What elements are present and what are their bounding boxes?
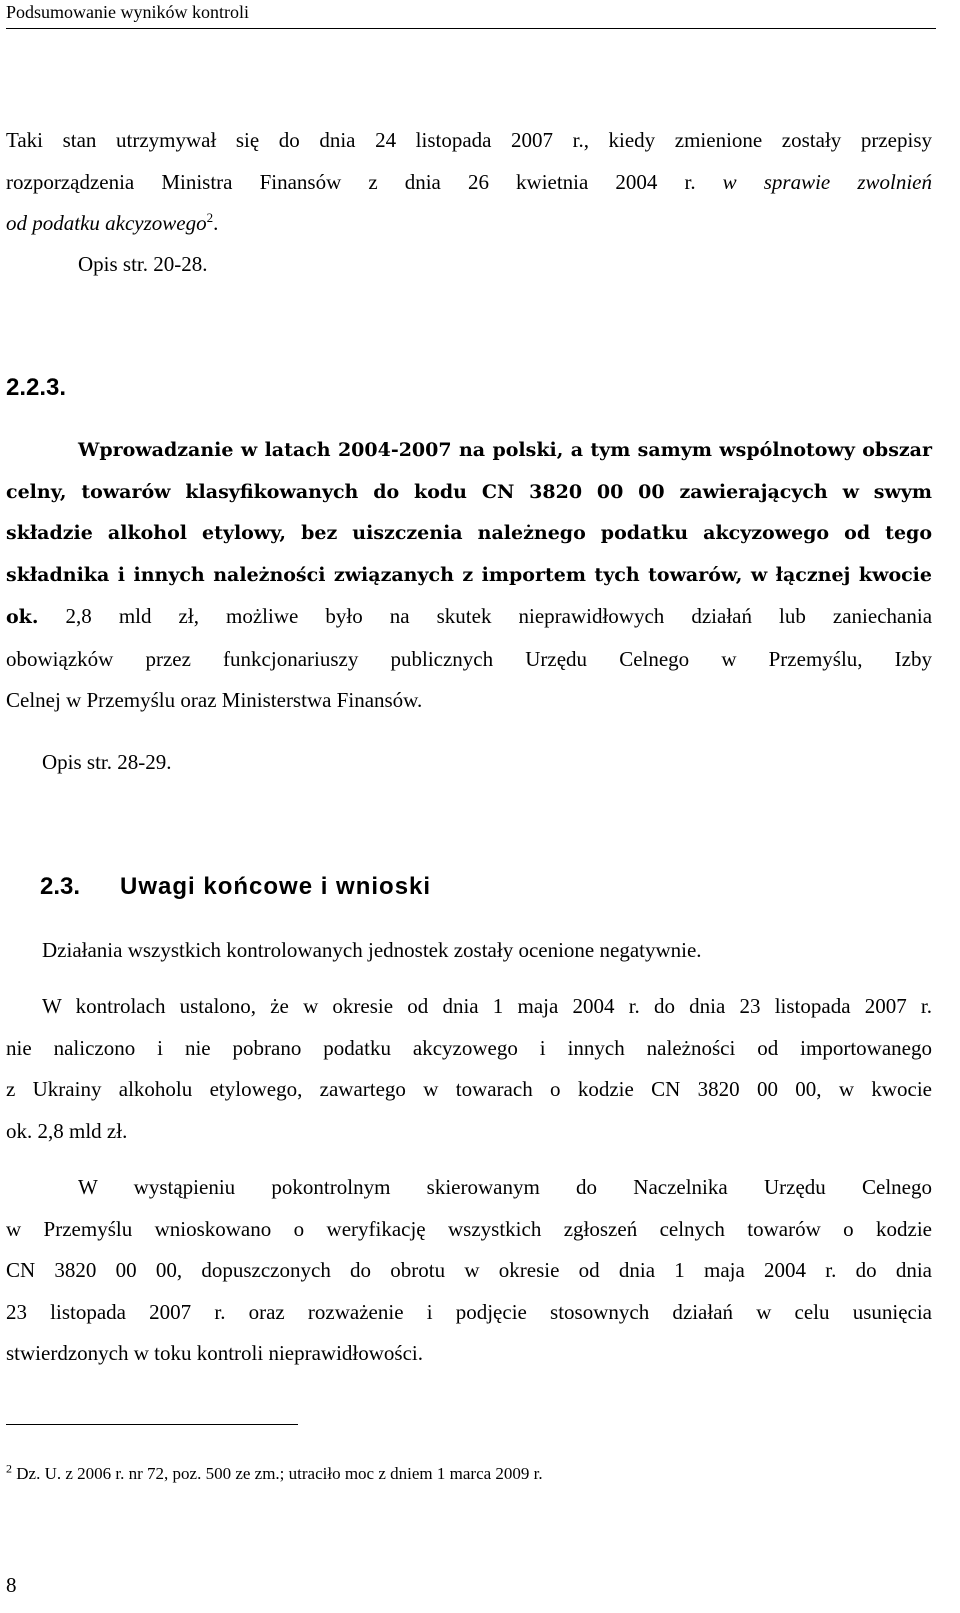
finding-bold-start: ok. [6,606,39,628]
page-reference: Opis str. 20-28. [78,252,208,276]
footnote-number: 2 [6,1461,12,1476]
section-number: 2.3. [40,873,81,900]
page-number: 8 [6,1573,17,1597]
header-title: Podsumowanie wyników kontroli [6,2,249,22]
finding-line [6,596,932,639]
reference-2 [42,742,960,784]
paragraph-text: rozporządzenia Ministra Finansów z dnia 26 kwietnia 2004 r. [6,169,696,194]
finding-line: składzie alkohol etylowy, bez uiszczenia należnego podatku akcyzowego od tego [6,522,932,544]
section-number: 2.2.3. [6,374,67,401]
section-title: Uwagi końcowe i wnioski [120,873,432,900]
conclusion-line: CN 3820 00 00, dopuszczonych do obrotu w okresie od dnia 1 maja 2004 r. do dnia [6,1258,932,1282]
finding-line: składnika i innych należności związanych z importem tych towarów, w łącznej kwocie [6,563,932,586]
section-number-223 [6,367,932,409]
intro-paragraph [6,120,932,245]
footnote-text: Dz. U. z 2006 r. nr 72, poz. 500 ze zm.; utraciło moc z dniem 1 marca 2009 r. [16,1464,543,1483]
section-223-body [6,430,932,722]
conclusions [6,930,932,972]
conclusion-line: z Ukrainy alkoholu etylowego, zawartego w towarach o kodzie CN 3820 00 00, w kwocie [6,1077,932,1101]
page-reference: Opis str. 28-29. [42,750,172,774]
conclusion-line: w Przemyślu wnioskowano o weryfikację wszystkich zgłoszeń celnych towarów o kodzie [6,1216,932,1241]
conclusion-line: 23 listopada 2007 r. oraz rozważenie i podjęcie stosownych działań w celu usunięcia [6,1299,932,1324]
conclusion-line: Działania wszystkich kontrolowanych jednostek zostały ocenione negatywnie. [42,938,702,962]
finding-line: obowiązków przez funkcjonariuszy publicznych Urzędu Celnego w Przemyślu, Izby [6,646,932,671]
page-header [6,0,936,29]
paragraph-line [6,162,932,204]
conclusion-line: W wystąpieniu pokontrolnym skierowanym do Naczelnika Urzędu Celnego [78,1175,932,1199]
italic-regulation-title: w sprawie zwolnień [722,169,932,194]
paragraph-line: Taki stan utrzymywał się do dnia 24 listopada 2007 r., kiedy zmienione zostały przepisy [6,128,932,152]
finding-line: Wprowadzanie w latach 2004-2007 na polski, a tym samym wspólnotowy obszar [78,439,932,461]
italic-regulation-title-cont: od podatku akcyzowego [6,211,207,235]
paragraph-punct: . [213,211,219,235]
finding-line: celny, towarów klasyfikowanych do kodu CN 3820 00 00 zawierających w swym [6,480,932,503]
finding-line: Celnej w Przemyślu oraz Ministerstwa Finansów. [6,688,423,712]
conclusion-paragraph-3 [6,1167,932,1375]
section-heading-23 [6,866,932,908]
finding-text: 2,8 mld zł, możliwe było na skutek nieprawidłowych działań lub zaniechania [65,604,933,628]
conclusion-paragraph-2 [6,986,932,1152]
reference-1 [78,244,960,286]
conclusion-line: ok. 2,8 mld zł. [6,1118,128,1143]
conclusion-line: W kontrolach ustalono, że w okresie od dnia 1 maja 2004 r. do dnia 23 listopada 2007 r. [42,994,932,1018]
paragraph-line [6,203,932,245]
conclusion-line: stwierdzonych w toku kontroli nieprawidłowości. [6,1341,424,1365]
footnote [6,1462,543,1486]
section-heading [6,866,932,908]
footnote-ref: 2 [206,210,214,225]
footnote-divider [6,1424,298,1425]
conclusion-line: nie naliczono i nie pobrano podatku akcyzowego i innych należności od importowanego [6,1035,932,1060]
